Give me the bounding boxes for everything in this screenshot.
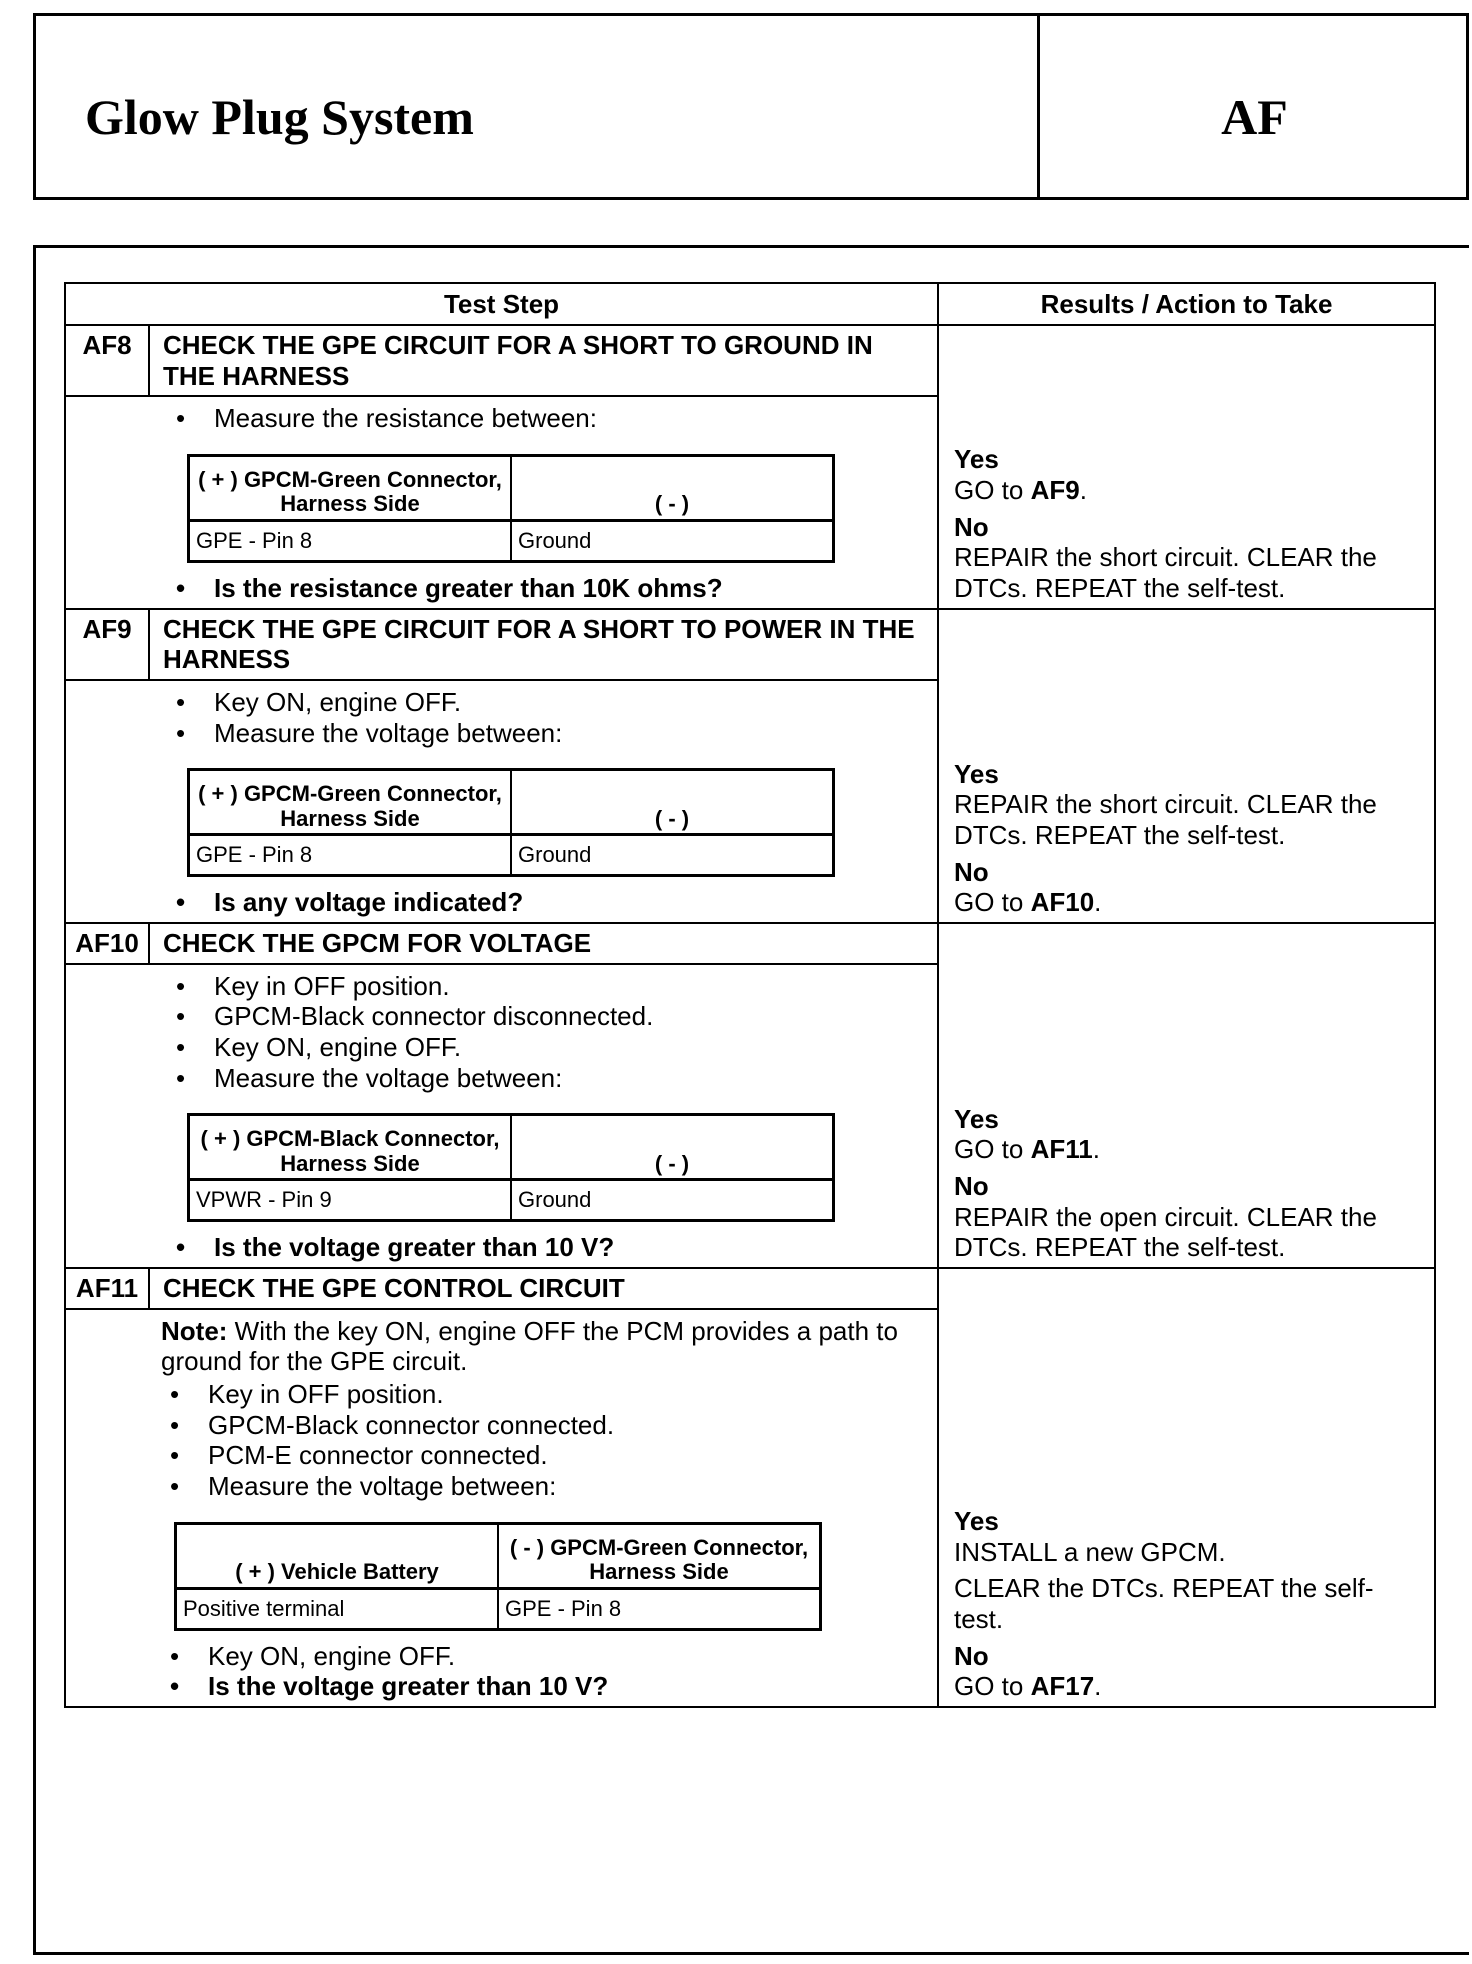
negative-probe-header: ( - )	[511, 456, 834, 521]
positive-probe-header: ( + ) GPCM-Green Connector, Harness Side	[189, 456, 512, 521]
negative-probe-header: ( - )	[511, 770, 834, 835]
page-header	[33, 13, 1469, 200]
measurement-table	[174, 1522, 822, 1631]
result-item: CLEAR the DTCs. REPEAT the self-test.	[954, 1573, 1374, 1635]
result-label: No	[954, 511, 989, 542]
bullet-list	[174, 1232, 927, 1263]
bullet-list	[174, 687, 927, 748]
bullet-list	[174, 403, 927, 434]
table-header-row	[65, 283, 1435, 325]
bullet-list	[174, 887, 927, 918]
bullet-item: • Key in OFF position.	[174, 971, 927, 1002]
positive-probe-value: GPE - Pin 8	[189, 835, 512, 876]
diagnostic-table	[64, 282, 1436, 1708]
negative-probe-header: ( - ) GPCM-Green Connector, Harness Side	[498, 1523, 821, 1588]
result-label: No	[954, 1171, 989, 1202]
step-reference: AF10	[1030, 887, 1095, 918]
step-reference: AF11	[1030, 1134, 1093, 1165]
step-question: • Is any voltage indicated?	[174, 887, 927, 918]
section-code: AF	[1221, 89, 1288, 145]
bullet-item: • Measure the voltage between:	[174, 718, 927, 749]
results-header: Results / Action to Take	[938, 283, 1435, 325]
step-body	[65, 680, 938, 923]
measurement-table	[187, 768, 835, 877]
step-title: CHECK THE GPE CIRCUIT FOR A SHORT TO GROUND IN THE HARNESS	[149, 325, 938, 396]
positive-probe-header: ( + ) GPCM-Black Connector, Harness Side	[189, 1115, 512, 1180]
bullet-item: • Measure the voltage between:	[168, 1471, 927, 1502]
negative-probe-value: Ground	[511, 1180, 834, 1221]
bullet-list	[168, 1379, 927, 1502]
bullet-item: • GPCM-Black connector connected.	[168, 1410, 927, 1441]
bullet-list	[168, 1641, 927, 1702]
measurement-table	[187, 454, 835, 563]
bullet-list	[174, 971, 927, 1094]
positive-probe-value: Positive terminal	[176, 1588, 499, 1629]
result-item: No REPAIR the short circuit. CLEAR the DTCs. REPEAT the self-test.	[954, 511, 1377, 604]
step-title: CHECK THE GPE CONTROL CIRCUIT	[149, 1268, 938, 1309]
step-title-row	[65, 923, 1435, 964]
bullet-item: • Key ON, engine OFF.	[168, 1641, 927, 1672]
step-title: CHECK THE GPCM FOR VOLTAGE	[149, 923, 938, 964]
step-note	[161, 1316, 927, 1377]
result-item: Yes GO to AF9.	[954, 444, 1087, 505]
bullet-item: • Measure the resistance between:	[174, 403, 927, 434]
page-title: Glow Plug System	[85, 89, 474, 145]
negative-probe-value: Ground	[511, 521, 834, 562]
positive-probe-header: ( + ) GPCM-Green Connector, Harness Side	[189, 770, 512, 835]
measurement-table	[187, 1113, 835, 1222]
bullet-list	[174, 573, 927, 604]
step-body	[65, 964, 938, 1268]
negative-probe-value: Ground	[511, 835, 834, 876]
step-body	[65, 1309, 938, 1707]
step-question: • Is the voltage greater than 10 V?	[174, 1232, 927, 1263]
bullet-item: • Key ON, engine OFF.	[174, 1032, 927, 1063]
step-id: AF8	[65, 325, 149, 396]
result-item: Yes REPAIR the short circuit. CLEAR the DTCs. REPEAT the self-test.	[954, 758, 1377, 851]
result-item: No GO to AF10.	[954, 856, 1102, 918]
negative-probe-value: GPE - Pin 8	[498, 1588, 821, 1629]
positive-probe-value: GPE - Pin 8	[189, 521, 512, 562]
bullet-item: • GPCM-Black connector disconnected.	[174, 1001, 927, 1032]
result-label: No	[954, 856, 989, 887]
step-body	[65, 396, 938, 608]
result-label: Yes	[954, 1506, 999, 1537]
note-text: With the key ON, engine OFF the PCM provides a path to ground for the GPE circuit.	[161, 1315, 898, 1377]
negative-probe-header: ( - )	[511, 1115, 834, 1180]
bullet-item: • PCM-E connector connected.	[168, 1440, 927, 1471]
step-id: AF9	[65, 609, 149, 680]
step-results	[938, 609, 1435, 923]
result-label: Yes	[954, 444, 999, 475]
result-label: No	[954, 1640, 989, 1671]
step-title-row	[65, 325, 1435, 396]
bullet-item: • Key ON, engine OFF.	[174, 687, 927, 718]
result-item: No REPAIR the open circuit. CLEAR the DTCs. REPEAT the self-test.	[954, 1171, 1377, 1263]
test-step-header: Test Step	[65, 283, 938, 325]
step-question: • Is the voltage greater than 10 V?	[168, 1671, 927, 1702]
result-item: Yes INSTALL a new GPCM.	[954, 1506, 1226, 1567]
step-reference: AF17	[1030, 1671, 1095, 1702]
bullet-item: • Measure the voltage between:	[174, 1063, 927, 1094]
note-label: Note:	[161, 1315, 228, 1346]
step-reference: AF9	[1030, 475, 1080, 505]
step-question: • Is the resistance greater than 10K ohms?	[174, 573, 927, 604]
positive-probe-header: ( + ) Vehicle Battery	[176, 1523, 499, 1588]
result-label: Yes	[954, 1103, 999, 1134]
result-label: Yes	[954, 758, 999, 789]
result-item: Yes GO to AF11.	[954, 1103, 1100, 1165]
step-results	[938, 923, 1435, 1268]
step-id: AF11	[65, 1268, 149, 1309]
result-item: No GO to AF17.	[954, 1640, 1102, 1702]
step-title: CHECK THE GPE CIRCUIT FOR A SHORT TO POWER IN THE HARNESS	[149, 609, 938, 680]
step-results	[938, 325, 1435, 609]
step-results	[938, 1268, 1435, 1707]
bullet-item: • Key in OFF position.	[168, 1379, 927, 1410]
step-title-row	[65, 1268, 1435, 1309]
step-title-row	[65, 609, 1435, 680]
positive-probe-value: VPWR - Pin 9	[189, 1180, 512, 1221]
step-id: AF10	[65, 923, 149, 964]
